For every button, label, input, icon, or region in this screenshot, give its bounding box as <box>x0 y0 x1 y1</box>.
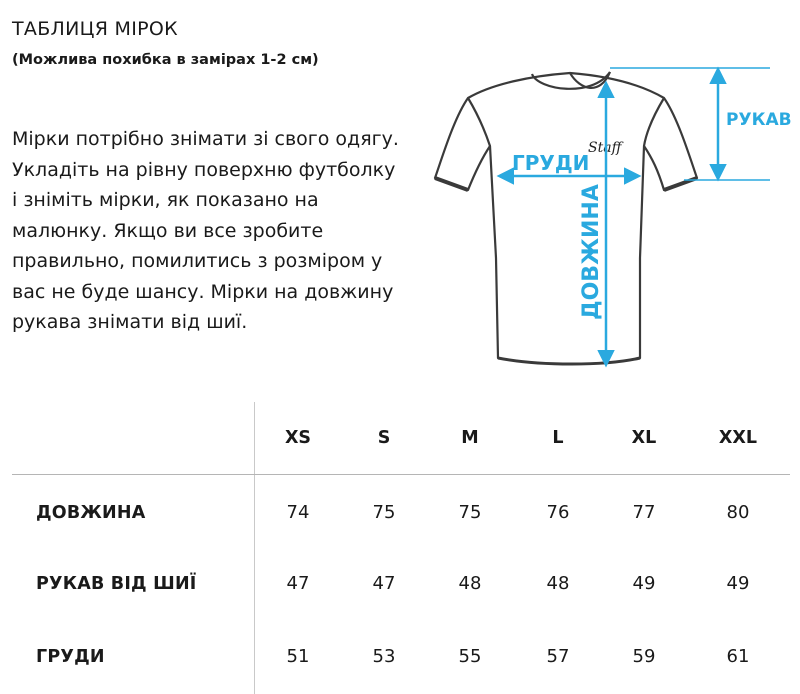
table-cell: 55 <box>458 646 482 667</box>
table-header-divider <box>12 474 790 475</box>
row-label-length: ДОВЖИНА <box>36 503 146 523</box>
table-cell: 76 <box>546 502 570 523</box>
page-title: ТАБЛИЦЯ МІРОК <box>12 18 178 40</box>
measurement-instructions: Мірки потрібно знімати зі свого одягу. Укладіть на рівну поверхню футболку і зніміть мірки, як показано на малюнку. Якщо ви все зробите правильно, помилитись з розміром у вас не буде шансу. Мірки на довжину рукава знімати від шиї. <box>12 128 399 333</box>
table-cell: 49 <box>632 573 656 594</box>
table-vertical-divider <box>254 402 255 694</box>
table-cell: 47 <box>286 573 310 594</box>
table-cell: 80 <box>726 502 750 523</box>
table-cell: 57 <box>546 646 570 667</box>
table-cell: 74 <box>286 502 310 523</box>
size-header-xxl: XXL <box>718 428 758 448</box>
row-label-chest: ГРУДИ <box>36 647 105 667</box>
size-header-s: S <box>377 428 391 448</box>
table-cell: 59 <box>632 646 656 667</box>
size-header-l: L <box>552 428 564 448</box>
table-cell: 51 <box>286 646 310 667</box>
table-cell: 75 <box>458 502 482 523</box>
page-subtitle: (Можлива похибка в замірах 1-2 см) <box>12 52 319 68</box>
table-cell: 77 <box>632 502 656 523</box>
staff-logo: Staff <box>588 140 622 156</box>
sleeve-label: РУКАВ <box>726 110 792 130</box>
length-label: ДОВЖИНА <box>579 184 604 320</box>
tshirt-outline <box>435 72 697 364</box>
table-cell: 47 <box>372 573 396 594</box>
chest-label: ГРУДИ <box>512 151 590 175</box>
table-cell: 48 <box>458 573 482 594</box>
tshirt-measurement-diagram <box>420 58 800 378</box>
size-header-xs: XS <box>284 428 312 448</box>
table-cell: 48 <box>546 573 570 594</box>
table-cell: 49 <box>726 573 750 594</box>
size-header-m: M <box>461 428 479 448</box>
size-header-xl: XL <box>631 428 657 448</box>
table-cell: 53 <box>372 646 396 667</box>
table-cell: 61 <box>726 646 750 667</box>
table-cell: 75 <box>372 502 396 523</box>
row-label-sleeve: РУКАВ ВІД ШИЇ <box>36 574 197 594</box>
